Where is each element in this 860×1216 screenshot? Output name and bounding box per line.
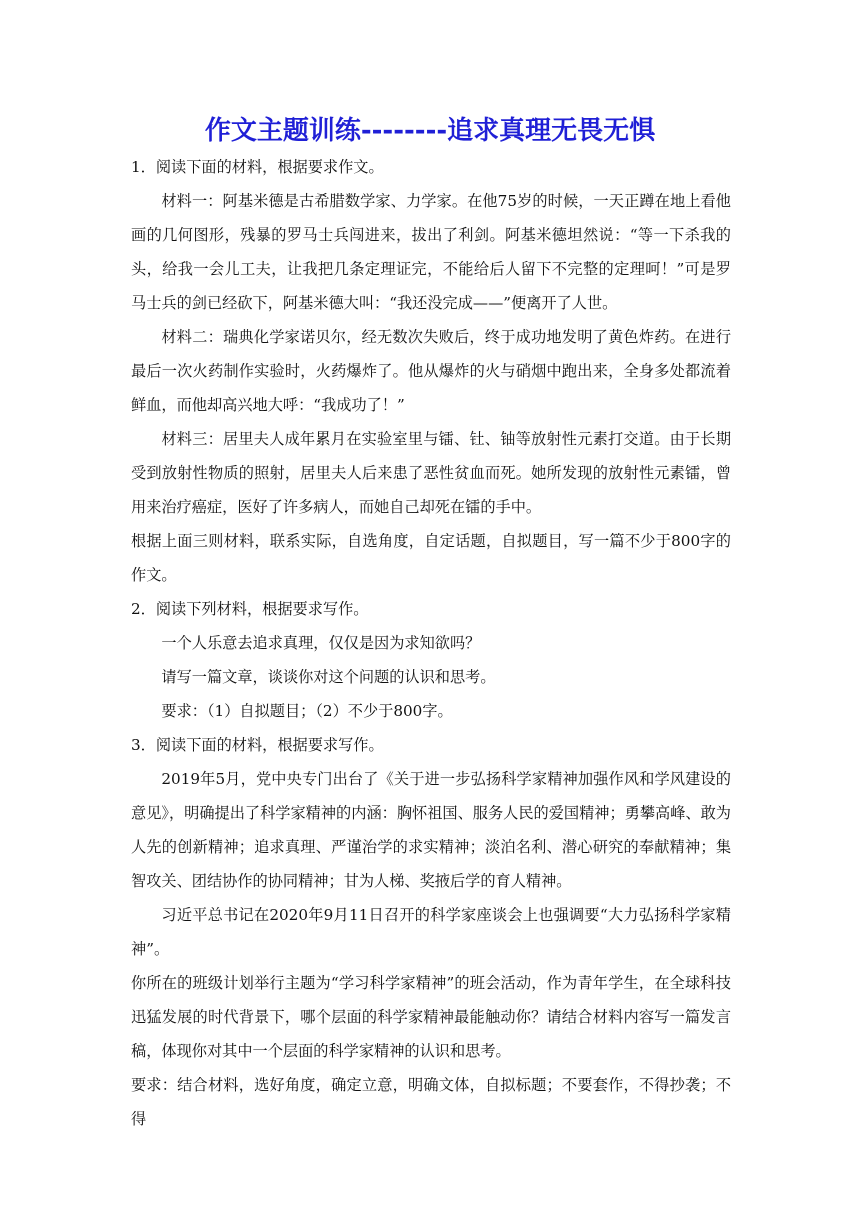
q1-task: 根据上面三则材料，联系实际，自选角度，自定话题，自拟题目，写一篇不少于800字的作文。: [131, 532, 731, 584]
q2-prompt: 一个人乐意去追求真理，仅仅是因为求知欲吗？: [161, 634, 481, 652]
q2-requirement: 要求：（1）自拟题目；（2）不少于800字。: [161, 702, 453, 720]
q3-material-2: 习近平总书记在2020年9月11日召开的科学家座谈会上也强调要“大力弘扬科学家精神”。: [131, 906, 731, 958]
q1-material-3: 材料三：居里夫人成年累月在实验室里与镭、钍、铀等放射性元素打交道。由于长期受到放射性物质的照射，居里夫人后来患了恶性贫血而死。她所发现的放射性元素镭，曾用来治疗癌症，医好了许多病人，而她自己却死在镭的手中。: [131, 430, 731, 516]
question-2-header: 2．阅读下列材料，根据要求写作。: [131, 600, 369, 618]
q3-task: 你所在的班级计划举行主题为“学习科学家精神”的班会活动，作为青年学生，在全球科技迅猛发展的时代背景下，哪个层面的科学家精神最能触动你？请结合材料内容写一篇发言稿，体现你对其中一个层面的科学家精神的认识和思考。: [131, 974, 731, 1060]
q3-requirement: 要求：结合材料，选好角度，确定立意，明确文体，自拟标题；不要套作，不得抄袭；不得: [131, 1076, 731, 1128]
q1-material-2: 材料二：瑞典化学家诺贝尔，经无数次失败后，终于成功地发明了黄色炸药。在进行最后一次火药制作实验时，火药爆炸了。他从爆炸的火与硝烟中跑出来，全身多处都流着鲜血，而他却高兴地大呼：“我成功了！”: [131, 328, 731, 414]
q3-material-1: 2019年5月，党中央专门出台了《关于进一步弘扬科学家精神加强作风和学风建设的意见》，明确提出了科学家精神的内涵：胸怀祖国、服务人民的爱国精神；勇攀高峰、敢为人先的创新精神；追求真理、严谨治学的求实精神；淡泊名利、潜心研究的奉献精神；集智攻关、团结协作的协同精神；甘为人梯、奖掖后学的育人精神。: [131, 770, 731, 890]
question-1-header: 1．阅读下面的材料，根据要求作文。: [131, 158, 384, 176]
question-3-header: 3．阅读下面的材料，根据要求写作。: [131, 736, 384, 754]
page-title: 作文主题训练--------追求真理无畏无惧: [204, 116, 656, 146]
document-body: [131, 150, 731, 1136]
q1-material-1: 材料一：阿基米德是古希腊数学家、力学家。在他75岁的时候，一天正蹲在地上看他画的几何图形，残暴的罗马士兵闯进来，拔出了利剑。阿基米德坦然说：“等一下杀我的头，给我一会儿工夫，让我把几条定理证完，不能给后人留下不完整的定理呵！”可是罗马士兵的剑已经砍下，阿基米德大叫：“我还没完成——”便离开了人世。: [131, 192, 731, 312]
q2-instruction: 请写一篇文章，谈谈你对这个问题的认识和思考。: [161, 668, 496, 686]
